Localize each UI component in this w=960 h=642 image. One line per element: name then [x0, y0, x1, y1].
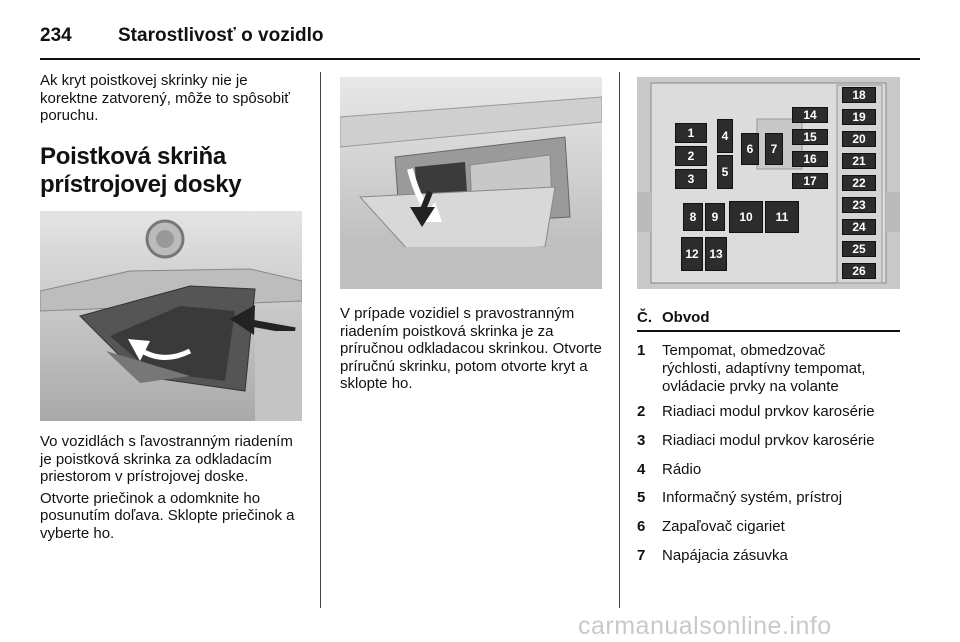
fuse-9-label: 9 — [711, 210, 719, 224]
table-row — [637, 432, 900, 450]
fuse-26 — [842, 263, 876, 279]
lhd-paragraph: Vo vozidlách s ľavostranným riadením je poistková skrinka za odkladacím priestorom v prístrojovej doske. — [40, 433, 293, 485]
column-1-lower — [40, 433, 302, 542]
row-number: 1 — [637, 342, 646, 359]
fuse-8 — [683, 203, 703, 231]
watermark: carmanualsonline.info — [578, 612, 832, 640]
fuse-17 — [792, 173, 828, 189]
glovebox-photo-lhd — [40, 211, 302, 421]
row-text — [662, 342, 900, 396]
fuse-box-diagram — [637, 77, 900, 289]
fuse-6-label: 6 — [746, 142, 754, 156]
table-row — [637, 403, 900, 421]
heading-line-2: prístrojovej dosky — [40, 170, 242, 198]
fuse-21-label: 21 — [852, 154, 866, 168]
column-divider-1 — [320, 72, 321, 608]
row-text: Riadiaci modul prvkov karosérie — [662, 432, 875, 449]
row-text-line: rýchlosti, adaptívny tempomat, — [662, 360, 866, 377]
fuse-26-label: 26 — [852, 264, 866, 278]
row-text: Rádio — [662, 461, 702, 478]
fuse-15 — [792, 129, 828, 145]
fuse-25-label: 25 — [852, 242, 866, 256]
column-2-lower — [340, 305, 602, 393]
fuse-24-label: 24 — [852, 220, 866, 234]
fuse-9 — [705, 203, 725, 231]
fuse-24 — [842, 219, 876, 235]
fuse-3-label: 3 — [687, 172, 695, 186]
fuse-2 — [675, 146, 707, 166]
fuse-2-label: 2 — [687, 149, 695, 163]
fuse-20 — [842, 131, 876, 147]
table-row — [637, 461, 900, 479]
fuse-18-label: 18 — [852, 88, 866, 102]
fuse-23 — [842, 197, 876, 213]
lhd-instructions: Otvorte priečinok a odomknite ho posunutím doľava. Sklopte priečinok a vyberte ho. — [40, 489, 295, 542]
fuse-12-label: 12 — [685, 247, 699, 261]
row-number: 4 — [637, 461, 646, 478]
fuse-22 — [842, 175, 876, 191]
table-row — [637, 518, 900, 536]
row-number: 7 — [637, 547, 646, 564]
fuse-21 — [842, 153, 876, 169]
column-number-header: Č. — [637, 309, 652, 326]
row-number: 6 — [637, 518, 646, 535]
fuse-3 — [675, 169, 707, 189]
row-text: Informačný systém, prístroj — [662, 489, 843, 506]
fuse-16 — [792, 151, 828, 167]
fuse-1 — [675, 123, 707, 143]
glovebox-photo-rhd — [340, 77, 602, 289]
fuse-14 — [792, 107, 828, 123]
fuse-11-label: 11 — [775, 210, 789, 224]
row-number: 5 — [637, 489, 646, 506]
fuse-table-header — [637, 308, 900, 332]
table-row — [637, 489, 900, 507]
fuse-16-label: 16 — [803, 152, 817, 166]
fuse-19-label: 19 — [852, 110, 866, 124]
column-1 — [40, 72, 302, 199]
heading-line-1: Poistková skriňa — [40, 142, 226, 170]
fuse-10-label: 10 — [739, 210, 753, 224]
fuse-18 — [842, 87, 876, 103]
fuse-7 — [765, 133, 783, 165]
fuse-10 — [729, 201, 763, 233]
rhd-paragraph: V prípade vozidiel s pravostranným riadením poistková skrinka je za príručnou odkladacou skrinkou. Otvorte príručnú skrinku, potom otvorte kryt a sklopte ho. — [340, 305, 602, 392]
fuse-19 — [842, 109, 876, 125]
fuse-12 — [681, 237, 703, 271]
row-number: 2 — [637, 403, 646, 420]
row-text-line: ovládacie prvky na volante — [662, 378, 839, 395]
fuse-1-label: 1 — [687, 126, 695, 140]
fuse-25 — [842, 241, 876, 257]
fuse-15-label: 15 — [803, 130, 817, 144]
fuse-11 — [765, 201, 799, 233]
column-circuit-header: Obvod — [662, 309, 710, 326]
fuse-5 — [717, 155, 733, 189]
column-divider-2 — [619, 72, 620, 608]
row-text: Riadiaci modul prvkov karosérie — [662, 403, 875, 420]
page-number: 234 — [40, 25, 72, 46]
fuse-7-label: 7 — [770, 142, 778, 156]
section-heading — [40, 143, 302, 199]
row-text: Zapaľovač cigariet — [662, 518, 785, 535]
glovebox-lhd-illustration — [40, 211, 302, 421]
row-text-line: Tempomat, obmedzovač — [662, 342, 826, 359]
fuse-4-label: 4 — [721, 129, 729, 143]
row-text: Napájacia zásuvka — [662, 547, 788, 564]
fuse-8-label: 8 — [689, 210, 697, 224]
fuse-4 — [717, 119, 733, 153]
page-header — [40, 14, 920, 60]
row-number: 3 — [637, 432, 646, 449]
fuse-5-label: 5 — [721, 165, 729, 179]
table-row — [637, 342, 900, 396]
table-row — [637, 547, 900, 565]
fuse-23-label: 23 — [852, 198, 866, 212]
intro-paragraph: Ak kryt poistkovej skrinky nie je korektne zatvorený, môže to spôsobiť poruchu. — [40, 72, 290, 124]
fuse-6 — [741, 133, 759, 165]
glovebox-rhd-illustration — [340, 77, 602, 289]
fuse-13 — [705, 237, 727, 271]
fuse-14-label: 14 — [803, 108, 817, 122]
section-title: Starostlivosť o vozidlo — [118, 25, 324, 46]
fuse-17-label: 17 — [803, 174, 817, 188]
fuse-13-label: 13 — [709, 247, 723, 261]
fuse-22-label: 22 — [852, 176, 866, 190]
fuse-20-label: 20 — [852, 132, 866, 146]
